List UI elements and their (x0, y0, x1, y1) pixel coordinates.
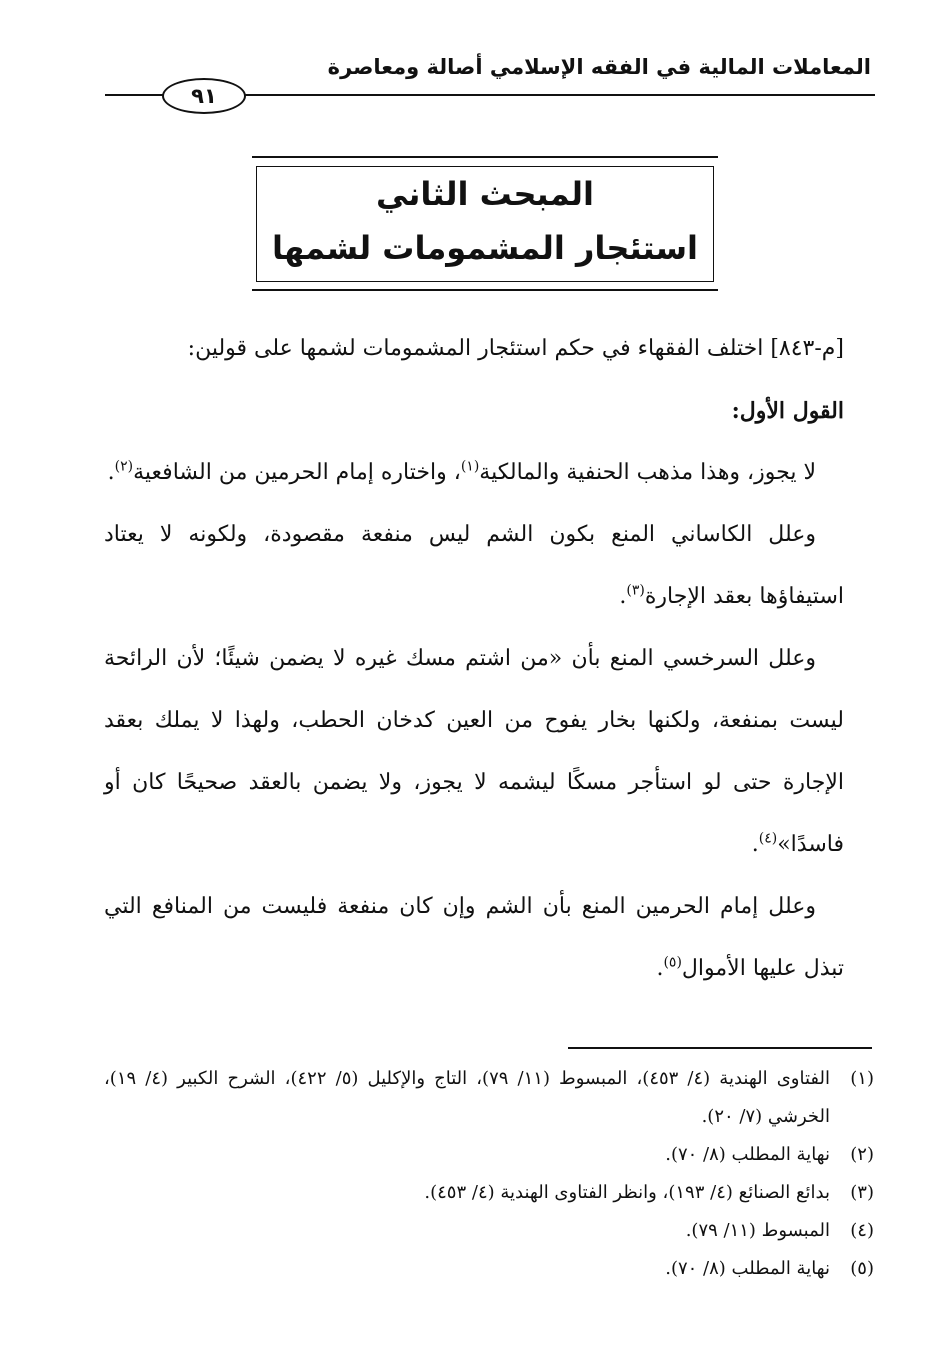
paragraph-2-end: . (619, 584, 627, 609)
footnote-text: الفتاوى الهندية (٤/ ٤٥٣)، المبسوط (١١/ ٧٩)، التاج والإكليل (٥/ ٤٢٢)، الشرح الكبير (٤/ ١٩)، الخرشي (٧/ ٢٠). (104, 1068, 830, 1127)
paragraph-2 (104, 504, 844, 628)
paragraph-3-text: وعلل السرخسي المنع بأن «من اشتم مسك غيره لا يضمن شيئًا؛ لأن الرائحة ليست بمنفعة، ولكنها بخار يفوح من العين كدخان الحطب، ولهذا لا يملك بعقد الإجارة حتى لو استأجر مسكًا ليشمه لا يجوز، ولا يضمن بالعقد صحيحًا كان أو فاسدًا» (104, 646, 844, 857)
page-number: ٩١ (162, 78, 246, 114)
footnote-number: (١) (850, 1068, 874, 1089)
paragraph-2-text: وعلل الكاساني المنع بكون الشم ليس منفعة مقصودة، ولكونه لا يعتاد استيفاؤها بعقد الإجارة (104, 522, 844, 609)
paragraph-4 (104, 876, 844, 1000)
footnote-number: (٣) (850, 1182, 874, 1203)
paragraph-3 (104, 628, 844, 876)
section-subtitle: استئجار المشمومات لشمها (271, 229, 698, 267)
paragraph-1-text-2: ، واختاره إمام الحرمين من الشافعية (133, 460, 461, 485)
section-title: المبحث الثاني (375, 175, 595, 213)
footnote-number: (٢) (850, 1144, 874, 1165)
footnote-text: نهاية المطلب (٨/ ٧٠). (665, 1144, 830, 1165)
footnote-number: (٤) (850, 1220, 874, 1241)
paragraph-4-text: وعلل إمام الحرمين المنع بأن الشم وإن كان منفعة فليست من المنافع التي تبذل عليها الأموال (104, 894, 844, 981)
paragraph-1-text: لا يجوز، وهذا مذهب الحنفية والمالكية (479, 460, 816, 485)
paragraph-1 (104, 442, 844, 504)
footnote-item (104, 1136, 874, 1174)
running-header-title: المعاملات المالية في الفقه الإسلامي أصالة ومعاصرة (327, 55, 871, 79)
footnote-item (104, 1060, 874, 1136)
footnote-ref-1[interactable]: (١) (460, 458, 480, 475)
footnote-number: (٥) (850, 1258, 874, 1279)
footnote-text: نهاية المطلب (٨/ ٧٠). (665, 1258, 830, 1279)
paragraph-4-end: . (656, 956, 664, 981)
footnote-item (104, 1250, 874, 1288)
paragraph-3-end: . (751, 832, 759, 857)
footnote-ref-4[interactable]: (٤) (758, 830, 778, 847)
body-text (104, 318, 844, 1000)
footnote-ref-3[interactable]: (٣) (626, 582, 645, 599)
footnote-item (104, 1212, 874, 1250)
first-opinion-heading: القول الأول: (731, 398, 844, 424)
footnote-separator (568, 1047, 872, 1049)
footnote-text: المبسوط (١١/ ٧٩). (685, 1220, 830, 1241)
footnote-ref-5[interactable]: (٥) (663, 954, 682, 971)
paragraph-1-end: . (107, 460, 115, 485)
footnotes (104, 1060, 874, 1288)
footnote-item (104, 1174, 874, 1212)
footnote-text: بدائع الصنائع (٤/ ١٩٣)، وانظر الفتاوى الهندية (٤/ ٤٥٣). (424, 1182, 830, 1203)
footnote-ref-2[interactable]: (٢) (114, 458, 134, 475)
intro-paragraph: [م-٨٤٣] اختلف الفقهاء في حكم استئجار المشمومات لشمها على قولين: (187, 336, 844, 361)
